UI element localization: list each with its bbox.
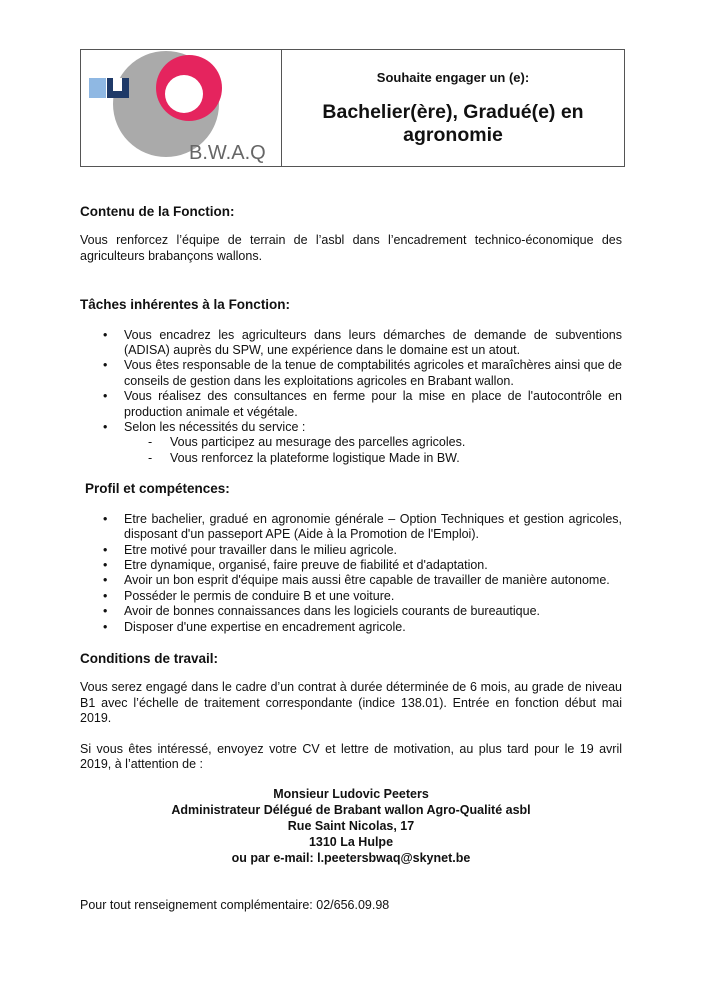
profil-heading: Profil et compétences: xyxy=(85,481,230,497)
list-item: • Etre motivé pour travailler dans le milieu agricole. xyxy=(80,543,622,558)
title-cell xyxy=(282,50,624,166)
contact-role: Administrateur Délégué de Brabant wallon Agro-Qualité asbl xyxy=(171,803,531,818)
taches-sublist xyxy=(80,435,622,466)
list-item: • Vous encadrez les agriculteurs dans leurs démarches de demande de subventions (ADISA) auprès du SPW, une expérience dans le domaine est un atout. xyxy=(80,328,622,359)
contact-street: Rue Saint Nicolas, 17 xyxy=(287,819,415,834)
job-title xyxy=(282,101,624,147)
taches-heading: Tâches inhérentes à la Fonction: xyxy=(80,297,291,313)
sub-list-item: - Vous participez au mesurage des parcelles agricoles. xyxy=(80,435,622,450)
content xyxy=(80,204,622,914)
conditions-heading: Conditions de travail: xyxy=(80,650,219,666)
list-item: • Avoir un bon esprit d'équipe mais aussi être capable de travailler de manière autonome. xyxy=(80,573,622,588)
footer-info: Pour tout renseignement complémentaire: 02/656.09.98 xyxy=(80,898,390,913)
conditions-text: Vous serez engagé dans le cadre d’un contrat à durée déterminée de 6 mois, au grade de niveau B1 avec l’échelle de traitement correspondante (indice 138.01). Entrée en fonction début mai 2019. xyxy=(80,680,622,726)
list-item: • Disposer d'une expertise en encadrement agricole. xyxy=(80,620,622,635)
application-text: Si vous êtes intéressé, envoyez votre CV et lettre de motivation, au plus tard pour le 19 avril 2019, à l’attention de : xyxy=(80,741,622,771)
list-item: • Vous réalisez des consultances en ferme pour la mise en place de l'autocontrôle en production animale et végétale. xyxy=(80,389,622,420)
list-item: • Selon les nécessités du service : xyxy=(80,420,622,435)
profil-list xyxy=(80,512,622,635)
logo-cell xyxy=(81,50,282,166)
sub-list-item: - Vous renforcez la plateforme logistique Made in BW. xyxy=(80,451,622,466)
contenu-heading: Contenu de la Fonction: xyxy=(80,204,235,219)
bwaq-logo xyxy=(81,50,281,166)
header-box xyxy=(80,49,625,167)
contact-email[interactable]: ou par e-mail: l.peetersbwaq@skynet.be xyxy=(231,851,471,866)
contact-city: 1310 La Hulpe xyxy=(308,835,394,850)
job-title-line1: Bachelier(ère), Gradué(e) en xyxy=(322,101,584,123)
contact-block xyxy=(80,786,622,866)
header-subtitle: Souhaite engager un (e): xyxy=(376,70,530,85)
list-item: • Etre bachelier, gradué en agronomie générale – Option Techniques et gestion agricoles, disposant d'un passeport APE (Aide à la Promotion de l'Emploi). xyxy=(80,512,622,543)
list-item: • Avoir de bonnes connaissances dans les logiciels courants de bureautique. xyxy=(80,604,622,619)
list-item: • Etre dynamique, organisé, faire preuve de fiabilité et d'adaptation. xyxy=(80,558,622,573)
job-title-line2: agronomie xyxy=(403,124,503,146)
list-item: • Posséder le permis de conduire B et une voiture. xyxy=(80,589,622,604)
logo-text: B.W.A.Q xyxy=(189,142,266,164)
taches-list xyxy=(80,328,622,436)
list-item: • Vous êtes responsable de la tenue de comptabilités agricoles et maraîchères ainsi que de conseils de gestion dans les exploitations agricoles en Brabant wallon. xyxy=(80,358,622,389)
contact-name: Monsieur Ludovic Peeters xyxy=(273,787,429,802)
contenu-text: Vous renforcez l’équipe de terrain de l’asbl dans l’encadrement technico-économique des agriculteurs brabançons wallons. xyxy=(80,233,622,263)
